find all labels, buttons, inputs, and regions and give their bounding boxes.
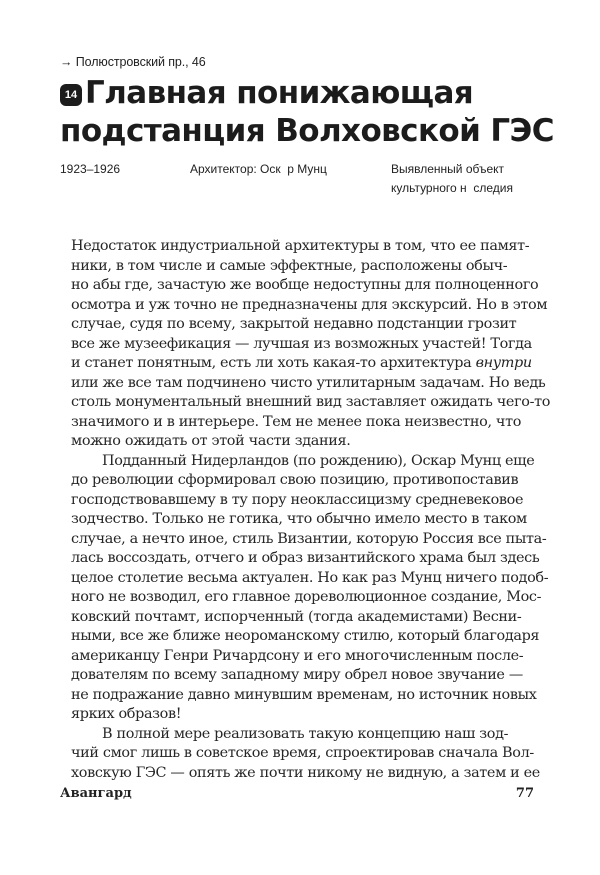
body-line: американцу Генри Ричардсону и его многочисленным после-: [71, 647, 524, 664]
body-line: значимого и в интерьере. Тем не менее пока неизвестно, что: [71, 413, 522, 430]
body-line: господствовавшему в ту пору неоклассицизму средневековое: [71, 491, 524, 508]
body-line: ковский почтамт, испорченный (тогда академистами) Весни-: [71, 608, 522, 625]
body-line: ного не возводил, его главное дореволюционное создание, Мос-: [71, 589, 542, 605]
paragraph-start: В полной мере реализовать такую концепцию наш зод-: [102, 725, 509, 742]
page-number: 77: [515, 786, 534, 801]
construction-years: 1923–1926: [60, 162, 121, 176]
body-line: лась воссоздать, отчего и образ византийского храма был здесь: [71, 550, 540, 566]
object-number-badge: 14: [60, 84, 82, 106]
heritage-status-line-2: культурного н следия: [391, 181, 513, 195]
heritage-status: [391, 160, 513, 198]
body-line: ники, в том числе и самые эффектные, расположены обыч-: [71, 257, 508, 274]
title-line-1: Главная понижающая: [85, 75, 474, 111]
body-line: случае, а нечто иное, стиль Византии, которую Россия все пыта-: [71, 530, 547, 547]
body-line: Недостаток индустриальной архитектуры в том, что ее памят-: [71, 238, 530, 254]
heritage-status-line-1: Выявленный объект: [391, 162, 505, 176]
body-line: дователям по всему западному миру обрел новое звучание —: [71, 667, 523, 683]
body-line: случае, судя по всему, закрытой недавно подстанции грозит: [71, 316, 517, 332]
body-line-with-italic: [71, 354, 541, 374]
body-line: ярких образов!: [71, 706, 182, 722]
body-line: не подражание давно минувшим временам, но источник новых: [71, 686, 537, 703]
body-line: можно ожидать от этой части здания.: [71, 433, 351, 449]
article-body: [71, 237, 551, 783]
body-line-text: и станет понятным, есть ли хоть какая-то архитектура: [71, 355, 476, 371]
body-line: чий смог лишь в советское время, спроектировав сначала Вол-: [71, 745, 534, 761]
architect: Архитектор: Оск р Мунц: [190, 162, 327, 176]
body-line: или же все там подчинено чисто утилитарным задачам. Но ведь: [71, 374, 546, 391]
body-line: зодчество. Только не готика, что обычно имело место в таком: [71, 511, 527, 527]
address-line: → Полюстровский пр., 46: [60, 55, 206, 69]
body-line: до революции сформировал свою позицию, противопоставив: [71, 472, 519, 488]
running-footer-section: Авангард: [60, 786, 132, 801]
title-line-2: подстанция Волховской ГЭС: [60, 113, 554, 149]
body-line: осмотра и уж точно не предназначены для экскурсий. Но в этом: [71, 296, 548, 313]
body-line: все же музеефикация — лучшая из возможных участей! Тогда: [71, 335, 532, 352]
paragraph-start: Подданный Нидерландов (по рождению), Оскар Мунц еще: [102, 452, 535, 469]
body-line: целое столетие весьма актуален. Но как раз Мунц ничего подоб-: [71, 569, 549, 586]
body-line: ховскую ГЭС — опять же почти никому не видную, а затем и ее: [71, 764, 540, 781]
page-title: [60, 74, 560, 150]
body-line: но абы где, зачастую же вообще недоступны для полноценного: [71, 277, 539, 293]
italic-word: внутри: [475, 355, 532, 371]
body-line: ными, все же ближе неороманскому стилю, который благодаря: [71, 628, 540, 644]
body-line: столь монументальный внешний вид заставляет ожидать чего-то: [71, 394, 551, 410]
